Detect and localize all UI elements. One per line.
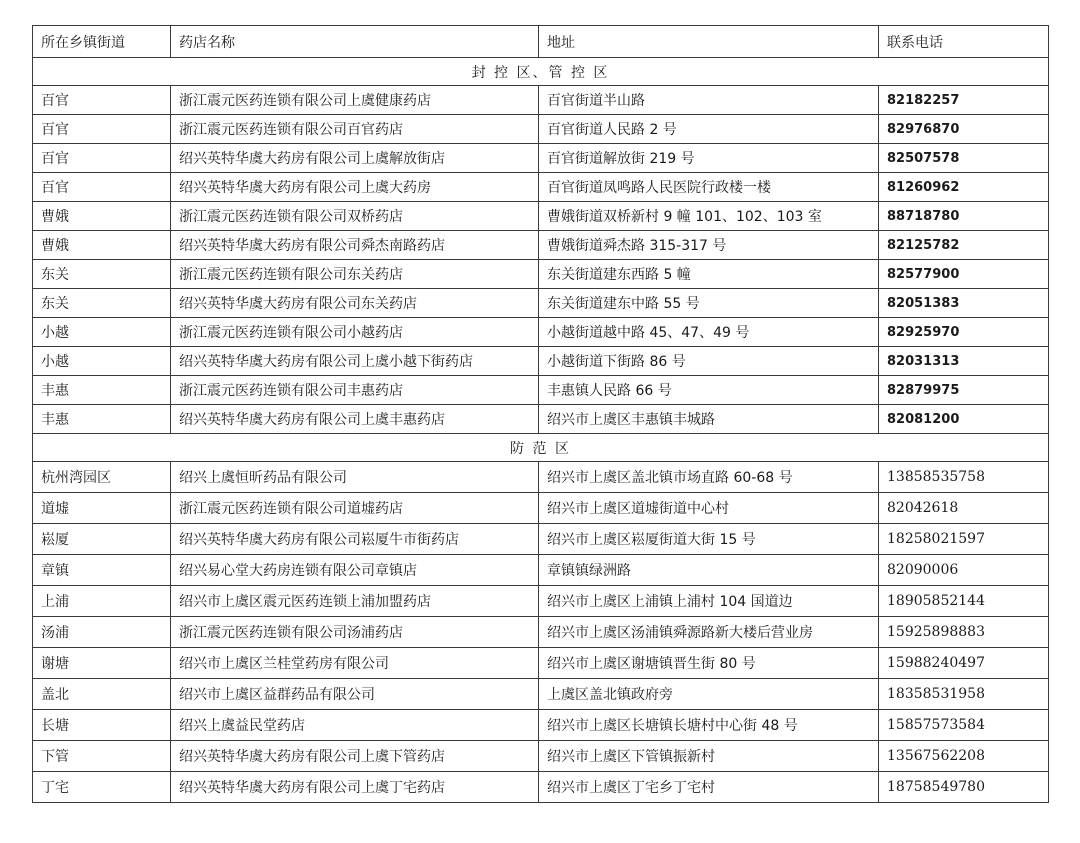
header-phone: 联系电话 [879,26,1049,58]
town-cell: 道墟 [33,493,171,524]
pharmacy-name-cell: 绍兴英特华虞大药房有限公司崧厦牛市街药店 [171,524,539,555]
phone-cell: 15925898883 [879,617,1049,648]
phone-cell: 18358531958 [879,679,1049,710]
phone-cell: 81260962 [879,173,1049,202]
table-row [33,586,1049,617]
address-cell: 小越街道越中路 45、47、49 号 [539,318,879,347]
table-row [33,617,1049,648]
town-cell: 丰惠 [33,376,171,405]
address-cell: 章镇镇绿洲路 [539,555,879,586]
phone-cell: 13567562208 [879,741,1049,772]
pharmacy-name-cell: 浙江震元医药连锁有限公司道墟药店 [171,493,539,524]
pharmacy-table [32,25,1049,803]
pharmacy-name-cell: 绍兴市上虞区震元医药连锁上浦加盟药店 [171,586,539,617]
town-cell: 百官 [33,86,171,115]
pharmacy-name-cell: 绍兴英特华虞大药房有限公司上虞下管药店 [171,741,539,772]
address-cell: 绍兴市上虞区谢塘镇晋生街 80 号 [539,648,879,679]
phone-cell: 82182257 [879,86,1049,115]
town-cell: 章镇 [33,555,171,586]
pharmacy-name-cell: 绍兴上虞恒昕药品有限公司 [171,462,539,493]
table-row [33,376,1049,405]
address-cell: 东关街道建东西路 5 幢 [539,260,879,289]
address-cell: 百官街道解放街 219 号 [539,144,879,173]
address-cell: 小越街道下街路 86 号 [539,347,879,376]
pharmacy-name-cell: 绍兴易心堂大药房连锁有限公司章镇店 [171,555,539,586]
table-row [33,493,1049,524]
pharmacy-name-cell: 绍兴英特华虞大药房有限公司舜杰南路药店 [171,231,539,260]
table-row [33,347,1049,376]
header-address: 地址 [539,26,879,58]
phone-cell: 82031313 [879,347,1049,376]
town-cell: 谢塘 [33,648,171,679]
town-cell: 汤浦 [33,617,171,648]
table-row [33,173,1049,202]
table-row [33,86,1049,115]
pharmacy-name-cell: 绍兴上虞益民堂药店 [171,710,539,741]
address-cell: 绍兴市上虞区丁宅乡丁宅村 [539,772,879,803]
address-cell: 丰惠镇人民路 66 号 [539,376,879,405]
table-row [33,679,1049,710]
phone-cell: 82925970 [879,318,1049,347]
table-row [33,115,1049,144]
section-title: 封 控 区、管 控 区 [33,58,1049,86]
pharmacy-name-cell: 浙江震元医药连锁有限公司东关药店 [171,260,539,289]
pharmacy-name-cell: 绍兴英特华虞大药房有限公司上虞解放街店 [171,144,539,173]
phone-cell: 18258021597 [879,524,1049,555]
phone-cell: 18905852144 [879,586,1049,617]
address-cell: 曹娥街道双桥新村 9 幢 101、102、103 室 [539,202,879,231]
pharmacy-name-cell: 绍兴市上虞区益群药品有限公司 [171,679,539,710]
pharmacy-name-cell: 绍兴英特华虞大药房有限公司上虞小越下街药店 [171,347,539,376]
section-title-row [33,434,1049,462]
phone-cell: 82051383 [879,289,1049,318]
town-cell: 东关 [33,289,171,318]
phone-cell: 18758549780 [879,772,1049,803]
town-cell: 东关 [33,260,171,289]
table-row [33,231,1049,260]
phone-cell: 82125782 [879,231,1049,260]
header-row [33,26,1049,58]
address-cell: 百官街道人民路 2 号 [539,115,879,144]
phone-cell: 13858535758 [879,462,1049,493]
address-cell: 曹娥街道舜杰路 315-317 号 [539,231,879,260]
town-cell: 丁宅 [33,772,171,803]
phone-cell: 15988240497 [879,648,1049,679]
address-cell: 绍兴市上虞区道墟街道中心村 [539,493,879,524]
phone-cell: 82081200 [879,405,1049,434]
town-cell: 曹娥 [33,202,171,231]
table-row [33,202,1049,231]
pharmacy-name-cell: 浙江震元医药连锁有限公司百官药店 [171,115,539,144]
section-title-row [33,58,1049,86]
town-cell: 丰惠 [33,405,171,434]
pharmacy-table-container [32,25,1048,803]
pharmacy-name-cell: 绍兴英特华虞大药房有限公司上虞丁宅药店 [171,772,539,803]
phone-cell: 82042618 [879,493,1049,524]
town-cell: 小越 [33,318,171,347]
phone-cell: 82577900 [879,260,1049,289]
address-cell: 绍兴市上虞区上浦镇上浦村 104 国道边 [539,586,879,617]
pharmacy-name-cell: 浙江震元医药连锁有限公司汤浦药店 [171,617,539,648]
town-cell: 上浦 [33,586,171,617]
table-row [33,710,1049,741]
town-cell: 曹娥 [33,231,171,260]
section-controlled-zone [33,58,1049,434]
table-row [33,772,1049,803]
table-row [33,648,1049,679]
header-pharmacy-name: 药店名称 [171,26,539,58]
pharmacy-name-cell: 绍兴市上虞区兰桂堂药房有限公司 [171,648,539,679]
town-cell: 盖北 [33,679,171,710]
address-cell: 绍兴市上虞区长塘镇长塘村中心街 48 号 [539,710,879,741]
phone-cell: 82879975 [879,376,1049,405]
table-row [33,318,1049,347]
table-row [33,405,1049,434]
pharmacy-name-cell: 浙江震元医药连锁有限公司小越药店 [171,318,539,347]
pharmacy-name-cell: 绍兴英特华虞大药房有限公司上虞大药房 [171,173,539,202]
table-row [33,524,1049,555]
address-cell: 百官街道半山路 [539,86,879,115]
phone-cell: 82976870 [879,115,1049,144]
section-title: 防 范 区 [33,434,1049,462]
pharmacy-name-cell: 浙江震元医药连锁有限公司双桥药店 [171,202,539,231]
table-row [33,289,1049,318]
town-cell: 百官 [33,115,171,144]
town-cell: 长塘 [33,710,171,741]
table-row [33,462,1049,493]
phone-cell: 82090006 [879,555,1049,586]
header-town: 所在乡镇街道 [33,26,171,58]
town-cell: 崧厦 [33,524,171,555]
address-cell: 绍兴市上虞区崧厦街道大街 15 号 [539,524,879,555]
town-cell: 杭州湾园区 [33,462,171,493]
pharmacy-name-cell: 绍兴英特华虞大药房有限公司东关药店 [171,289,539,318]
table-row [33,741,1049,772]
section-prevention-zone [33,434,1049,803]
town-cell: 百官 [33,144,171,173]
table-row [33,144,1049,173]
phone-cell: 15857573584 [879,710,1049,741]
address-cell: 东关街道建东中路 55 号 [539,289,879,318]
address-cell: 绍兴市上虞区盖北镇市场直路 60-68 号 [539,462,879,493]
phone-cell: 88718780 [879,202,1049,231]
pharmacy-name-cell: 浙江震元医药连锁有限公司上虞健康药店 [171,86,539,115]
pharmacy-name-cell: 浙江震元医药连锁有限公司丰惠药店 [171,376,539,405]
town-cell: 小越 [33,347,171,376]
phone-cell: 82507578 [879,144,1049,173]
address-cell: 绍兴市上虞区汤浦镇舜源路新大楼后营业房 [539,617,879,648]
table-row [33,555,1049,586]
table-row [33,260,1049,289]
address-cell: 绍兴市上虞区丰惠镇丰城路 [539,405,879,434]
address-cell: 上虞区盖北镇政府旁 [539,679,879,710]
address-cell: 百官街道凤鸣路人民医院行政楼一楼 [539,173,879,202]
town-cell: 百官 [33,173,171,202]
town-cell: 下管 [33,741,171,772]
address-cell: 绍兴市上虞区下管镇振新村 [539,741,879,772]
pharmacy-name-cell: 绍兴英特华虞大药房有限公司上虞丰惠药店 [171,405,539,434]
